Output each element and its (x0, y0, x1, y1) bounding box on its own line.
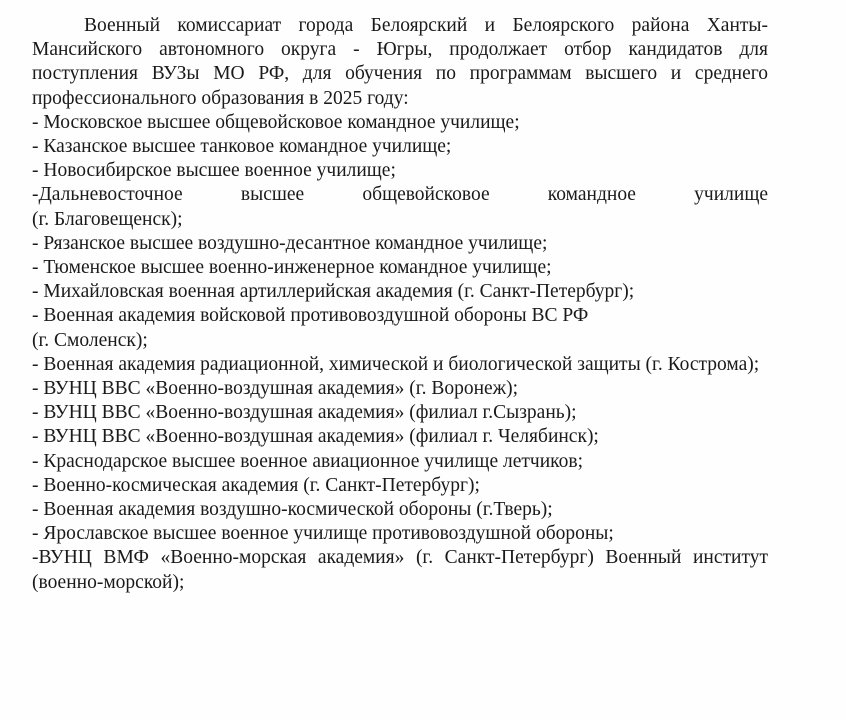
list-item: - Казанское высшее танковое командное училище; (32, 136, 452, 158)
list-item: - Военно-космическая академия (г. Санкт-Петербург); (32, 474, 480, 496)
list-item: - Новосибирское высшее военное училище; (32, 160, 396, 182)
list-item: - Московское высшее общевойсковое командное училище; (32, 111, 520, 133)
list-item: - ВУНЦ ВВС «Военно-воздушная академия» (филиал г. Челябинск); (32, 426, 599, 448)
list-item: - ВУНЦ ВВС «Военно-воздушная академия» (филиал г.Сызрань); (32, 402, 577, 424)
list-item: - Военная академия радиационной, химической и биологической защиты (г. Кострома); (32, 353, 760, 375)
list-item: - Краснодарское высшее военное авиационное училище летчиков; (32, 450, 583, 472)
institution-list (32, 111, 768, 595)
list-item: - ВУНЦ ВВС «Военно-воздушная академия» (г. Воронеж); (32, 378, 519, 400)
list-item: - Тюменское высшее военно-инженерное командное училище; (32, 257, 552, 279)
list-item: - Военная академия воздушно-космической обороны (г.Тверь); (32, 499, 553, 521)
list-item: -ВУНЦ ВМФ «Военно-морская академия» (г. Санкт-Петербург) Военный институт (военно-морской); (32, 547, 768, 593)
list-item: - Военная академия войсковой противовоздушной обороны ВС РФ (32, 305, 589, 327)
list-item: -Дальневосточное высшее общевойсковое командное училище (32, 184, 768, 206)
intro-paragraph: Военный комиссариат города Белоярский и Белоярского района Ханты-Мансийского автономного округа - Югры, продолжает отбор кандидатов для поступления ВУЗы МО РФ, для обучения по программам высшего и среднего профессионального образования в 2025 году: (32, 15, 768, 109)
document-body (32, 14, 768, 595)
list-item: - Михайловская военная артиллерийская академия (г. Санкт-Петербург); (32, 281, 635, 303)
list-item: - Ярославское высшее военное училище противовоздушной обороны; (32, 523, 614, 545)
list-item: (г. Смоленск); (32, 329, 148, 351)
list-item: (г. Благовещенск); (32, 208, 183, 230)
list-item: - Рязанское высшее воздушно-десантное командное училище; (32, 232, 548, 254)
